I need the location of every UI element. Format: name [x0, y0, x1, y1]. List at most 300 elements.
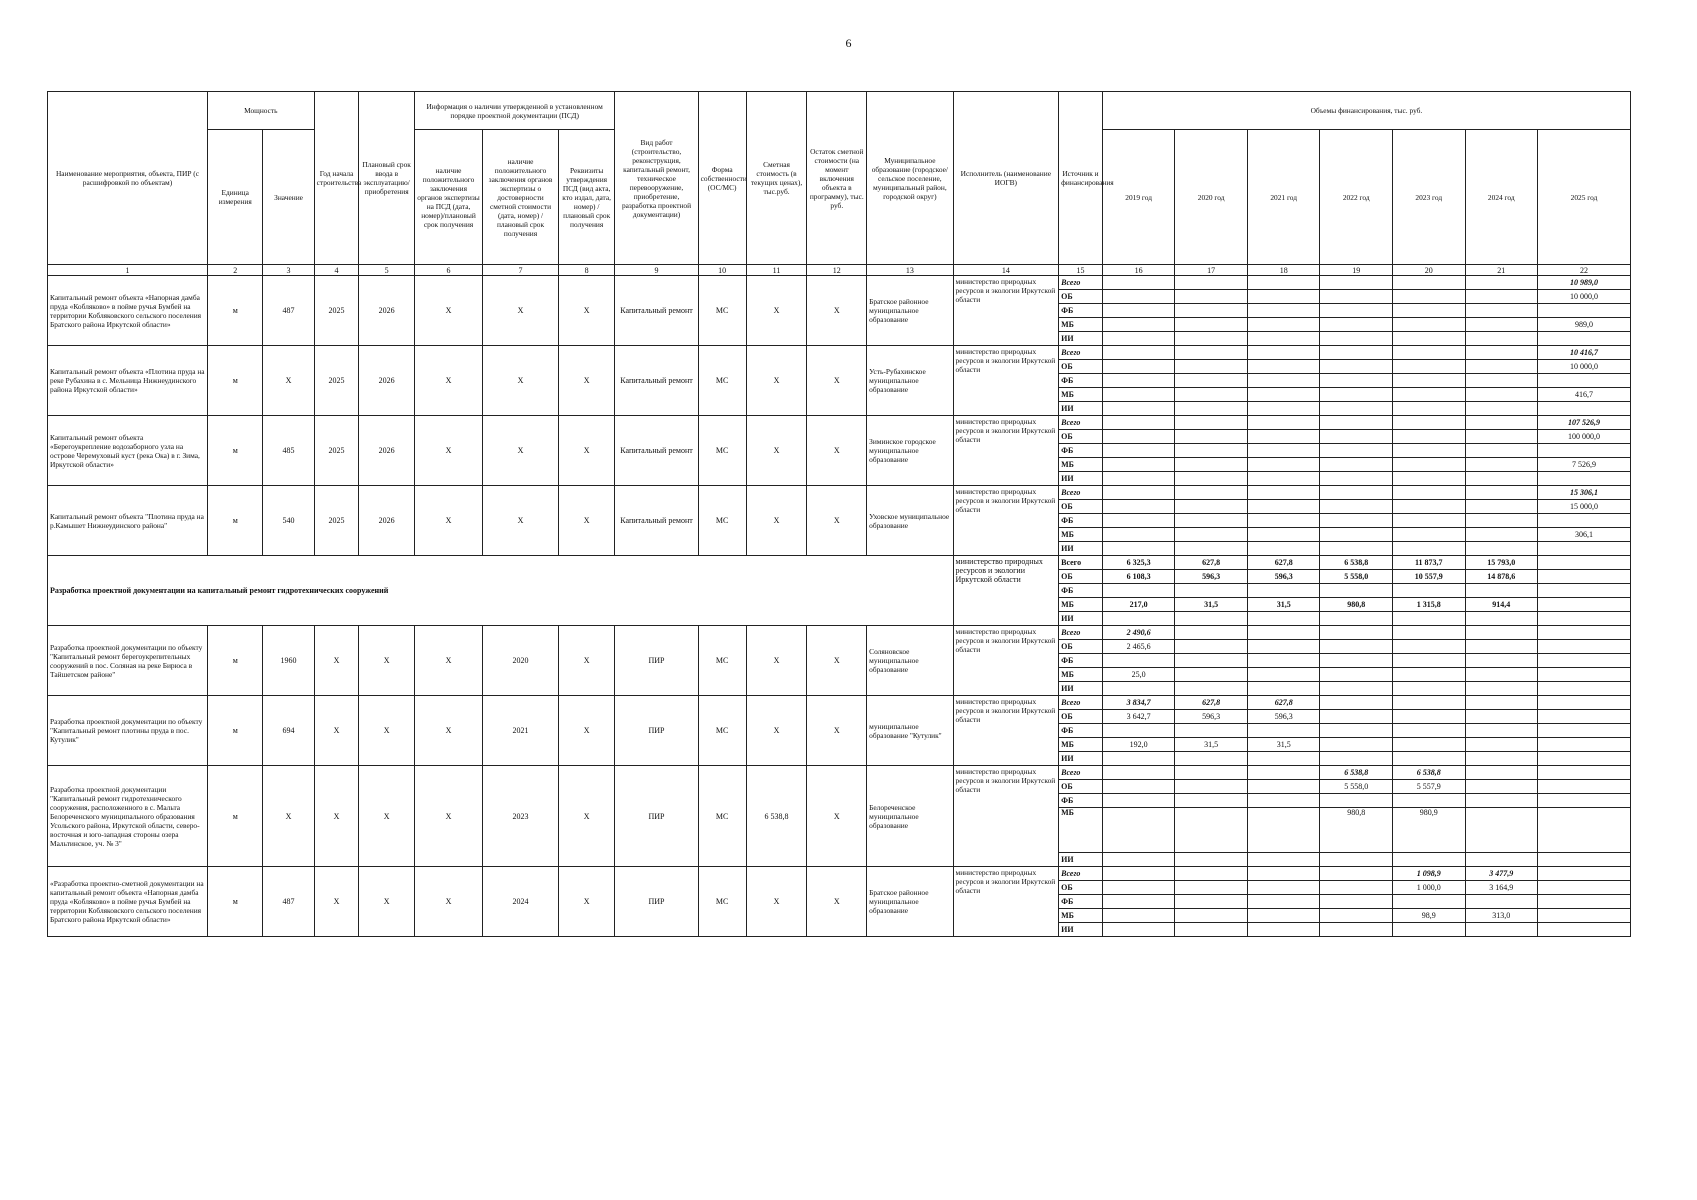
finance-value — [1392, 388, 1465, 402]
object-municipality: Братское районное муниципальное образование — [867, 276, 953, 346]
finance-value — [1465, 640, 1538, 654]
finance-value — [1465, 923, 1538, 937]
finance-value — [1175, 332, 1248, 346]
source-label: ИИ — [1059, 332, 1103, 346]
object-name: Капитальный ремонт объекта «Берегоукрепление водозаборного узла на острове Черемуховый куст (река Ока) в г. Зима, Иркутской области» — [48, 416, 208, 486]
object-psd-approval: Х — [558, 766, 615, 867]
finance-value — [1175, 780, 1248, 794]
finance-value — [1320, 696, 1393, 710]
header-year-2023: 2023 год — [1392, 130, 1465, 265]
finance-value — [1247, 360, 1320, 374]
column-number: 8 — [558, 265, 615, 276]
finance-value — [1320, 542, 1393, 556]
header-municipality: Муниципальное образование (городское/сельское поселение, муниципальный район, городской округ) — [867, 92, 953, 265]
finance-value — [1175, 458, 1248, 472]
finance-value — [1538, 626, 1631, 640]
object-rest-cost: Х — [807, 867, 867, 937]
header-end-year: Плановый срок ввода в эксплуатацию/приобретения — [359, 92, 414, 265]
finance-value — [1320, 909, 1393, 923]
finance-value — [1392, 416, 1465, 430]
finance-value — [1102, 332, 1175, 346]
finance-value — [1247, 514, 1320, 528]
finance-value — [1175, 808, 1248, 853]
finance-value — [1175, 724, 1248, 738]
source-label: ОБ — [1059, 780, 1103, 794]
finance-value — [1538, 584, 1631, 598]
finance-value — [1465, 654, 1538, 668]
finance-value — [1175, 682, 1248, 696]
object-ownership: МС — [698, 346, 746, 416]
source-label: ФБ — [1059, 654, 1103, 668]
finance-value — [1538, 668, 1631, 682]
object-cost: Х — [746, 626, 807, 696]
column-number: 20 — [1392, 265, 1465, 276]
object-executor: министерство природных ресурсов и экологии Иркутской области — [953, 766, 1059, 867]
source-label: МБ — [1059, 318, 1103, 332]
finance-value — [1102, 472, 1175, 486]
finance-value — [1102, 654, 1175, 668]
finance-value — [1247, 458, 1320, 472]
finance-value — [1392, 374, 1465, 388]
source-label: ОБ — [1059, 570, 1103, 584]
finance-value — [1465, 416, 1538, 430]
finance-value — [1247, 881, 1320, 895]
finance-value — [1247, 290, 1320, 304]
finance-value — [1392, 472, 1465, 486]
finance-value — [1465, 332, 1538, 346]
table-row — [48, 626, 1631, 640]
object-cost: 6 538,8 — [746, 766, 807, 867]
object-end-year: 2026 — [359, 416, 414, 486]
finance-value — [1247, 402, 1320, 416]
finance-value — [1465, 682, 1538, 696]
finance-value — [1320, 332, 1393, 346]
object-estimate-expertise: Х — [483, 346, 559, 416]
finance-value — [1320, 304, 1393, 318]
object-psd-approval: Х — [558, 626, 615, 696]
source-label: ИИ — [1059, 612, 1103, 626]
object-name: Капитальный ремонт объекта «Напорная дамба пруда «Кобляково» в пойме ручья Бумбей на территории Кобляковского сельского поселения Братского района Иркутской области» — [48, 276, 208, 346]
finance-value — [1320, 374, 1393, 388]
object-unit: м — [208, 276, 263, 346]
finance-value — [1175, 276, 1248, 290]
object-estimate-expertise: 2021 — [483, 696, 559, 766]
column-number: 14 — [953, 265, 1059, 276]
object-estimate-expertise: Х — [483, 276, 559, 346]
header-psd: Информация о наличии утвержденной в установленном порядке проектной документации (ПСД) — [414, 92, 615, 130]
object-start-year: Х — [314, 626, 359, 696]
finance-value: 107 526,9 — [1538, 416, 1631, 430]
finance-value — [1320, 276, 1393, 290]
source-label: ФБ — [1059, 304, 1103, 318]
finance-value — [1465, 430, 1538, 444]
finance-value — [1320, 458, 1393, 472]
header-year-2021: 2021 год — [1247, 130, 1320, 265]
finance-value — [1102, 808, 1175, 853]
object-municipality: Братское районное муниципальное образование — [867, 867, 953, 937]
finance-value — [1392, 696, 1465, 710]
finance-value — [1247, 612, 1320, 626]
object-value: Х — [263, 766, 314, 867]
finance-value — [1320, 388, 1393, 402]
finance-value — [1465, 808, 1538, 853]
object-municipality: Соляновское муниципальное образование — [867, 626, 953, 696]
finance-value — [1247, 500, 1320, 514]
finance-value — [1320, 794, 1393, 808]
source-label: ФБ — [1059, 794, 1103, 808]
finance-value — [1247, 867, 1320, 881]
finance-value — [1247, 654, 1320, 668]
source-label: ИИ — [1059, 682, 1103, 696]
finance-value — [1102, 724, 1175, 738]
object-value: Х — [263, 346, 314, 416]
header-year-2024: 2024 год — [1465, 130, 1538, 265]
finance-value — [1247, 472, 1320, 486]
finance-value — [1102, 304, 1175, 318]
source-label: ИИ — [1059, 752, 1103, 766]
header-executor: Исполнитель (наименование ИОГВ) — [953, 92, 1059, 265]
header-year-2020: 2020 год — [1175, 130, 1248, 265]
finance-value — [1247, 332, 1320, 346]
finance-value: 1 098,9 — [1392, 867, 1465, 881]
finance-value — [1320, 500, 1393, 514]
object-work-type: ПИР — [615, 626, 698, 696]
finance-value — [1247, 724, 1320, 738]
object-end-year: Х — [359, 867, 414, 937]
finance-value: 31,5 — [1247, 738, 1320, 752]
header-expertise: наличие положительного заключения органов экспертизы на ПСД (дата, номер)/плановый срок получения — [414, 130, 482, 265]
finance-value — [1320, 528, 1393, 542]
finance-value — [1175, 528, 1248, 542]
finance-value: 596,3 — [1247, 710, 1320, 724]
finance-value: 25,0 — [1102, 668, 1175, 682]
source-label: ФБ — [1059, 584, 1103, 598]
finance-value — [1392, 895, 1465, 909]
finance-value: 5 557,9 — [1392, 780, 1465, 794]
object-psd-approval: Х — [558, 486, 615, 556]
object-unit: м — [208, 346, 263, 416]
finance-value — [1538, 867, 1631, 881]
source-label: Всего — [1059, 416, 1103, 430]
finance-value — [1320, 584, 1393, 598]
header-cost: Сметная стоимость (в текущих ценах), тыс.руб. — [746, 92, 807, 265]
finance-value — [1175, 542, 1248, 556]
object-work-type: Капитальный ремонт — [615, 346, 698, 416]
finance-value: 11 873,7 — [1392, 556, 1465, 570]
finance-value — [1538, 710, 1631, 724]
finance-value — [1465, 388, 1538, 402]
object-ownership: МС — [698, 626, 746, 696]
finance-value: 98,9 — [1392, 909, 1465, 923]
finance-value — [1175, 654, 1248, 668]
object-psd-approval: Х — [558, 867, 615, 937]
header-work-type: Вид работ (строительство, реконструкция, капитальный ремонт, техническое перевооружение, приобретение, разработка проектной документации) — [615, 92, 698, 265]
object-unit: м — [208, 867, 263, 937]
finance-value — [1247, 766, 1320, 780]
object-cost: Х — [746, 486, 807, 556]
finance-value: 627,8 — [1247, 556, 1320, 570]
section-row — [48, 556, 1631, 570]
object-estimate-expertise: 2020 — [483, 626, 559, 696]
header-start-year: Год начала строительства — [314, 92, 359, 265]
finance-value — [1465, 626, 1538, 640]
object-rest-cost: Х — [807, 486, 867, 556]
column-number: 6 — [414, 265, 482, 276]
finance-value: 6 538,8 — [1320, 766, 1393, 780]
finance-value: 980,9 — [1392, 808, 1465, 853]
object-cost: Х — [746, 416, 807, 486]
table-row — [48, 416, 1631, 430]
source-label: Всего — [1059, 766, 1103, 780]
object-ownership: МС — [698, 867, 746, 937]
finance-value — [1320, 402, 1393, 416]
finance-value — [1175, 626, 1248, 640]
finance-value — [1320, 626, 1393, 640]
finance-value — [1392, 304, 1465, 318]
source-label: ФБ — [1059, 374, 1103, 388]
finance-value — [1392, 332, 1465, 346]
finance-value — [1538, 612, 1631, 626]
finance-value — [1102, 752, 1175, 766]
finance-value — [1102, 388, 1175, 402]
finance-value — [1538, 682, 1631, 696]
finance-value — [1102, 881, 1175, 895]
column-number: 9 — [615, 265, 698, 276]
finance-value — [1247, 416, 1320, 430]
source-label: ОБ — [1059, 640, 1103, 654]
finance-value — [1102, 374, 1175, 388]
finance-value: 306,1 — [1538, 528, 1631, 542]
finance-value — [1320, 640, 1393, 654]
page-number: 6 — [845, 36, 852, 50]
finance-value — [1175, 612, 1248, 626]
finance-value — [1392, 923, 1465, 937]
finance-value — [1175, 346, 1248, 360]
object-executor: министерство природных ресурсов и экологии Иркутской области — [953, 486, 1059, 556]
finance-value — [1175, 304, 1248, 318]
finance-value — [1320, 867, 1393, 881]
finance-value — [1320, 710, 1393, 724]
finance-value — [1247, 853, 1320, 867]
table-row — [48, 276, 1631, 290]
finance-value — [1392, 276, 1465, 290]
finance-value — [1538, 909, 1631, 923]
finance-value — [1320, 682, 1393, 696]
finance-value — [1247, 923, 1320, 937]
source-label: ФБ — [1059, 444, 1103, 458]
finance-value — [1538, 780, 1631, 794]
object-municipality: Уховское муниципальное образование — [867, 486, 953, 556]
finance-value — [1392, 514, 1465, 528]
finance-value — [1392, 738, 1465, 752]
finance-value — [1320, 514, 1393, 528]
finance-value — [1538, 514, 1631, 528]
finance-value — [1247, 276, 1320, 290]
finance-value: 914,4 — [1465, 598, 1538, 612]
object-expertise: Х — [414, 626, 482, 696]
object-start-year: 2025 — [314, 486, 359, 556]
header-ownership: Форма собственности (ОС/МС) — [698, 92, 746, 265]
finance-value: 627,8 — [1175, 696, 1248, 710]
object-expertise: Х — [414, 867, 482, 937]
object-work-type: Капитальный ремонт — [615, 486, 698, 556]
source-label: МБ — [1059, 458, 1103, 472]
finance-value — [1175, 374, 1248, 388]
finance-value — [1102, 612, 1175, 626]
finance-value: 5 558,0 — [1320, 570, 1393, 584]
finance-value — [1538, 881, 1631, 895]
finance-value — [1102, 430, 1175, 444]
finance-value — [1538, 853, 1631, 867]
finance-value — [1465, 276, 1538, 290]
finance-value — [1102, 444, 1175, 458]
header-year-2019: 2019 год — [1102, 130, 1175, 265]
object-ownership: МС — [698, 486, 746, 556]
finance-value — [1175, 472, 1248, 486]
source-label: МБ — [1059, 668, 1103, 682]
object-start-year: Х — [314, 766, 359, 867]
object-start-year: 2025 — [314, 346, 359, 416]
column-number-row — [48, 265, 1631, 276]
finance-value — [1247, 304, 1320, 318]
object-unit: м — [208, 766, 263, 867]
finance-value — [1102, 895, 1175, 909]
finance-value — [1320, 923, 1393, 937]
source-label: ОБ — [1059, 500, 1103, 514]
column-number: 15 — [1059, 265, 1103, 276]
finance-value — [1247, 444, 1320, 458]
object-rest-cost: Х — [807, 416, 867, 486]
column-number: 19 — [1320, 265, 1393, 276]
finance-value — [1320, 360, 1393, 374]
finance-value: 31,5 — [1175, 738, 1248, 752]
object-cost: Х — [746, 346, 807, 416]
finance-value: 10 989,0 — [1538, 276, 1631, 290]
column-number: 18 — [1247, 265, 1320, 276]
finance-value — [1102, 346, 1175, 360]
finance-value: 14 878,6 — [1465, 570, 1538, 584]
finance-value — [1102, 318, 1175, 332]
header-year-2022: 2022 год — [1320, 130, 1393, 265]
object-estimate-expertise: 2023 — [483, 766, 559, 867]
finance-value — [1175, 668, 1248, 682]
object-value: 487 — [263, 276, 314, 346]
source-label: МБ — [1059, 598, 1103, 612]
finance-value: 6 108,3 — [1102, 570, 1175, 584]
finance-value — [1465, 668, 1538, 682]
finance-value — [1465, 500, 1538, 514]
object-work-type: ПИР — [615, 766, 698, 867]
finance-value: 1 000,0 — [1392, 881, 1465, 895]
finance-value — [1320, 738, 1393, 752]
column-number: 12 — [807, 265, 867, 276]
object-work-type: ПИР — [615, 696, 698, 766]
source-label: ИИ — [1059, 923, 1103, 937]
object-ownership: МС — [698, 696, 746, 766]
section-title: Разработка проектной документации на капитальный ремонт гидротехнических сооружений — [48, 556, 954, 626]
object-executor: министерство природных ресурсов и экологии Иркутской области — [953, 696, 1059, 766]
finance-value: 3 164,9 — [1465, 881, 1538, 895]
source-label: ИИ — [1059, 472, 1103, 486]
object-name: «Разработка проектно-сметной документации на капитальный ремонт объекта «Напорная дамба пруда «Кобляково» в пойме ручья Бумбей на территории Кобляковского сельского поселения Братского района Иркутской области» — [48, 867, 208, 937]
finance-value — [1175, 853, 1248, 867]
finance-value — [1320, 724, 1393, 738]
column-number: 17 — [1175, 265, 1248, 276]
header-source: Источник и финансирования — [1059, 92, 1103, 265]
finance-value — [1538, 654, 1631, 668]
finance-value — [1392, 500, 1465, 514]
finance-value: 416,7 — [1538, 388, 1631, 402]
table-row — [48, 766, 1631, 780]
finance-value — [1465, 724, 1538, 738]
finance-value — [1102, 514, 1175, 528]
finance-value — [1465, 612, 1538, 626]
table-row — [48, 867, 1631, 881]
object-executor: министерство природных ресурсов и экологии Иркутской области — [953, 276, 1059, 346]
finance-value: 3 477,9 — [1465, 867, 1538, 881]
object-cost: Х — [746, 696, 807, 766]
finance-value — [1175, 430, 1248, 444]
object-estimate-expertise: 2024 — [483, 867, 559, 937]
finance-value: 6 538,8 — [1392, 766, 1465, 780]
object-end-year: Х — [359, 626, 414, 696]
object-cost: Х — [746, 867, 807, 937]
finance-value — [1392, 612, 1465, 626]
source-label: ОБ — [1059, 360, 1103, 374]
finance-value: 5 558,0 — [1320, 780, 1393, 794]
object-cost: Х — [746, 276, 807, 346]
finance-value — [1392, 794, 1465, 808]
finance-value — [1465, 318, 1538, 332]
finance-value — [1247, 626, 1320, 640]
object-value: 694 — [263, 696, 314, 766]
finance-value: 6 325,3 — [1102, 556, 1175, 570]
finance-value — [1102, 276, 1175, 290]
finance-value — [1538, 598, 1631, 612]
object-psd-approval: Х — [558, 346, 615, 416]
object-end-year: 2026 — [359, 346, 414, 416]
object-municipality: Зиминское городское муниципальное образование — [867, 416, 953, 486]
object-rest-cost: Х — [807, 276, 867, 346]
source-label: МБ — [1059, 388, 1103, 402]
finance-value — [1102, 458, 1175, 472]
object-start-year: 2025 — [314, 276, 359, 346]
finance-value: 596,3 — [1175, 710, 1248, 724]
finance-value — [1175, 402, 1248, 416]
header-rest-cost: Остаток сметной стоимости (на момент включения объекта в программу), тыс. руб. — [807, 92, 867, 265]
object-rest-cost: Х — [807, 696, 867, 766]
finance-value: 10 000,0 — [1538, 360, 1631, 374]
object-value: 487 — [263, 867, 314, 937]
finance-value — [1392, 528, 1465, 542]
finance-value — [1102, 402, 1175, 416]
finance-value — [1465, 766, 1538, 780]
finance-value — [1465, 752, 1538, 766]
finance-value — [1247, 388, 1320, 402]
object-psd-approval: Х — [558, 696, 615, 766]
finance-value: 7 526,9 — [1538, 458, 1631, 472]
object-expertise: Х — [414, 696, 482, 766]
finance-value — [1465, 290, 1538, 304]
object-municipality: Усть-Рубахинское муниципальное образование — [867, 346, 953, 416]
finance-value — [1247, 584, 1320, 598]
finance-value — [1102, 486, 1175, 500]
source-label: ФБ — [1059, 514, 1103, 528]
object-expertise: Х — [414, 346, 482, 416]
finance-value — [1392, 486, 1465, 500]
finance-value — [1538, 402, 1631, 416]
finance-value — [1247, 374, 1320, 388]
